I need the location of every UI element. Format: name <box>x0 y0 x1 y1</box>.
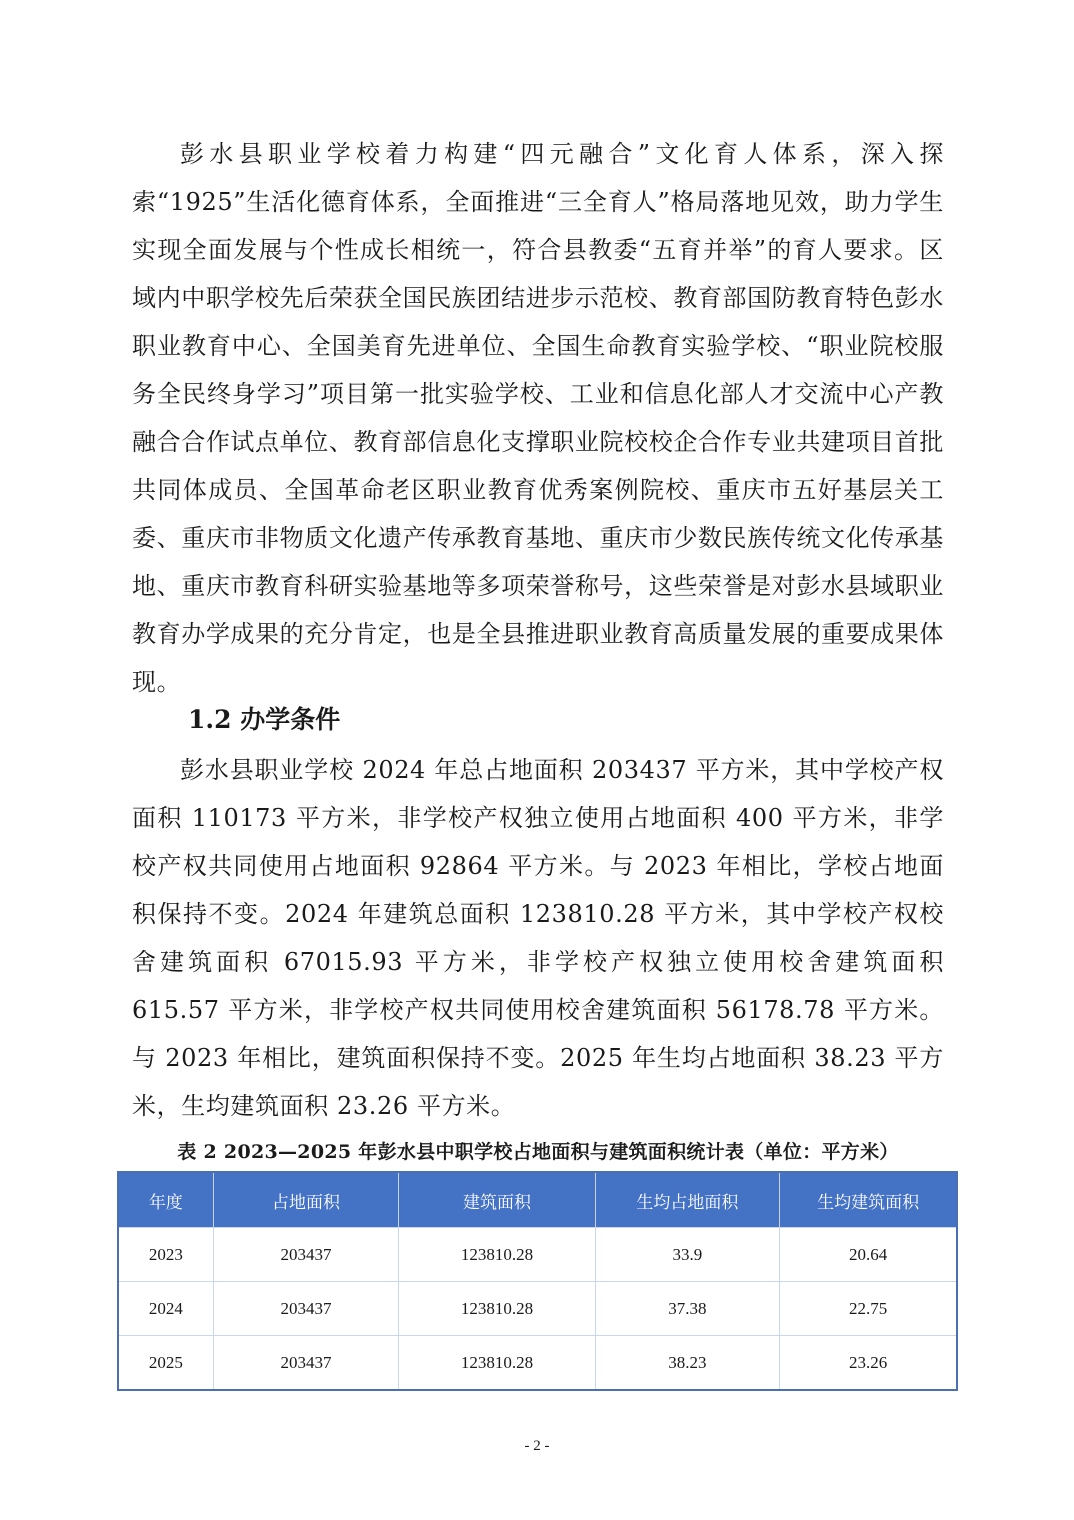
paragraph-honors: 彭水县职业学校着力构建“四元融合”文化育人体系，深入探索“1925”生活化德育体系，全面推进“三全育人”格局落地见效，助力学生实现全面发展与个性成长相统一，符合县教委“五育并举”的育人要求。区域内中职学校先后荣获全国民族团结进步示范校、教育部国防教育特色彭水职业教育中心、全国美育先进单位、全国生命教育实验学校、“职业院校服务全民终身学习”项目第一批实验学校、工业和信息化部人才交流中心产教融合合作试点单位、教育部信息化支撑职业院校校企合作专业共建项目首批共同体成员、全国革命老区职业教育优秀案例院校、重庆市五好基层关工委、重庆市非物质文化遗产传承教育基地、重庆市少数民族传统文化传承基地、重庆市教育科研实验基地等多项荣誉称号，这些荣誉是对彭水县域职业教育办学成果的充分肯定，也是全县推进职业教育高质量发展的重要成果体现。 <box>132 140 944 696</box>
paragraph-conditions: 彭水县职业学校 2024 年总占地面积 203437 平方米，其中学校产权面积 110173 平方米，非学校产权独立使用占地面积 400 平方米，非学校产权共同使用占地面积 92864 平方米。与 2023 年相比，学校占地面积保持不变。2024 年建筑总面积 123810.28 平方米，其中学校产权校舍建筑面积 67015.93 平方米，非学校产权独立使用校舍建筑面积 615.57 平方米，非学校产权共同使用校舍建筑面积 56178.78 平方米。与 2023 年相比，建筑面积保持不变。2025 年生均占地面积 38.23 平方米，生均建筑面积 23.26 平方米。 <box>132 756 944 1120</box>
table-row <box>118 1336 957 1391</box>
cell-land-per-student: 37.38 <box>595 1282 780 1336</box>
table-caption: 表 2 2023—2025 年彭水县中职学校占地面积与建筑面积统计表（单位：平方米） <box>177 1141 899 1163</box>
cell-year: 2024 <box>118 1282 213 1336</box>
cell-year: 2025 <box>118 1336 213 1391</box>
cell-land-area: 203437 <box>213 1228 399 1282</box>
table-header-row <box>118 1172 957 1228</box>
cell-building-per-student: 23.26 <box>780 1336 957 1391</box>
cell-land-per-student: 38.23 <box>595 1336 780 1391</box>
cell-building-per-student: 20.64 <box>780 1228 957 1282</box>
area-statistics-table <box>117 1171 958 1391</box>
page-number: - 2 - <box>524 1438 550 1454</box>
cell-land-per-student: 33.9 <box>595 1228 780 1282</box>
header-land-per-student: 生均占地面积 <box>595 1172 780 1228</box>
cell-building-area: 123810.28 <box>399 1336 595 1391</box>
header-year: 年度 <box>118 1172 213 1228</box>
table-row <box>118 1282 957 1336</box>
header-land-area: 占地面积 <box>213 1172 399 1228</box>
cell-building-area: 123810.28 <box>399 1282 595 1336</box>
header-building-per-student: 生均建筑面积 <box>780 1172 957 1228</box>
table-row <box>118 1228 957 1282</box>
cell-building-per-student: 22.75 <box>780 1282 957 1336</box>
section-heading: 1.2 办学条件 <box>188 705 341 734</box>
cell-building-area: 123810.28 <box>399 1228 595 1282</box>
cell-land-area: 203437 <box>213 1336 399 1391</box>
cell-year: 2023 <box>118 1228 213 1282</box>
cell-land-area: 203437 <box>213 1282 399 1336</box>
header-building-area: 建筑面积 <box>399 1172 595 1228</box>
